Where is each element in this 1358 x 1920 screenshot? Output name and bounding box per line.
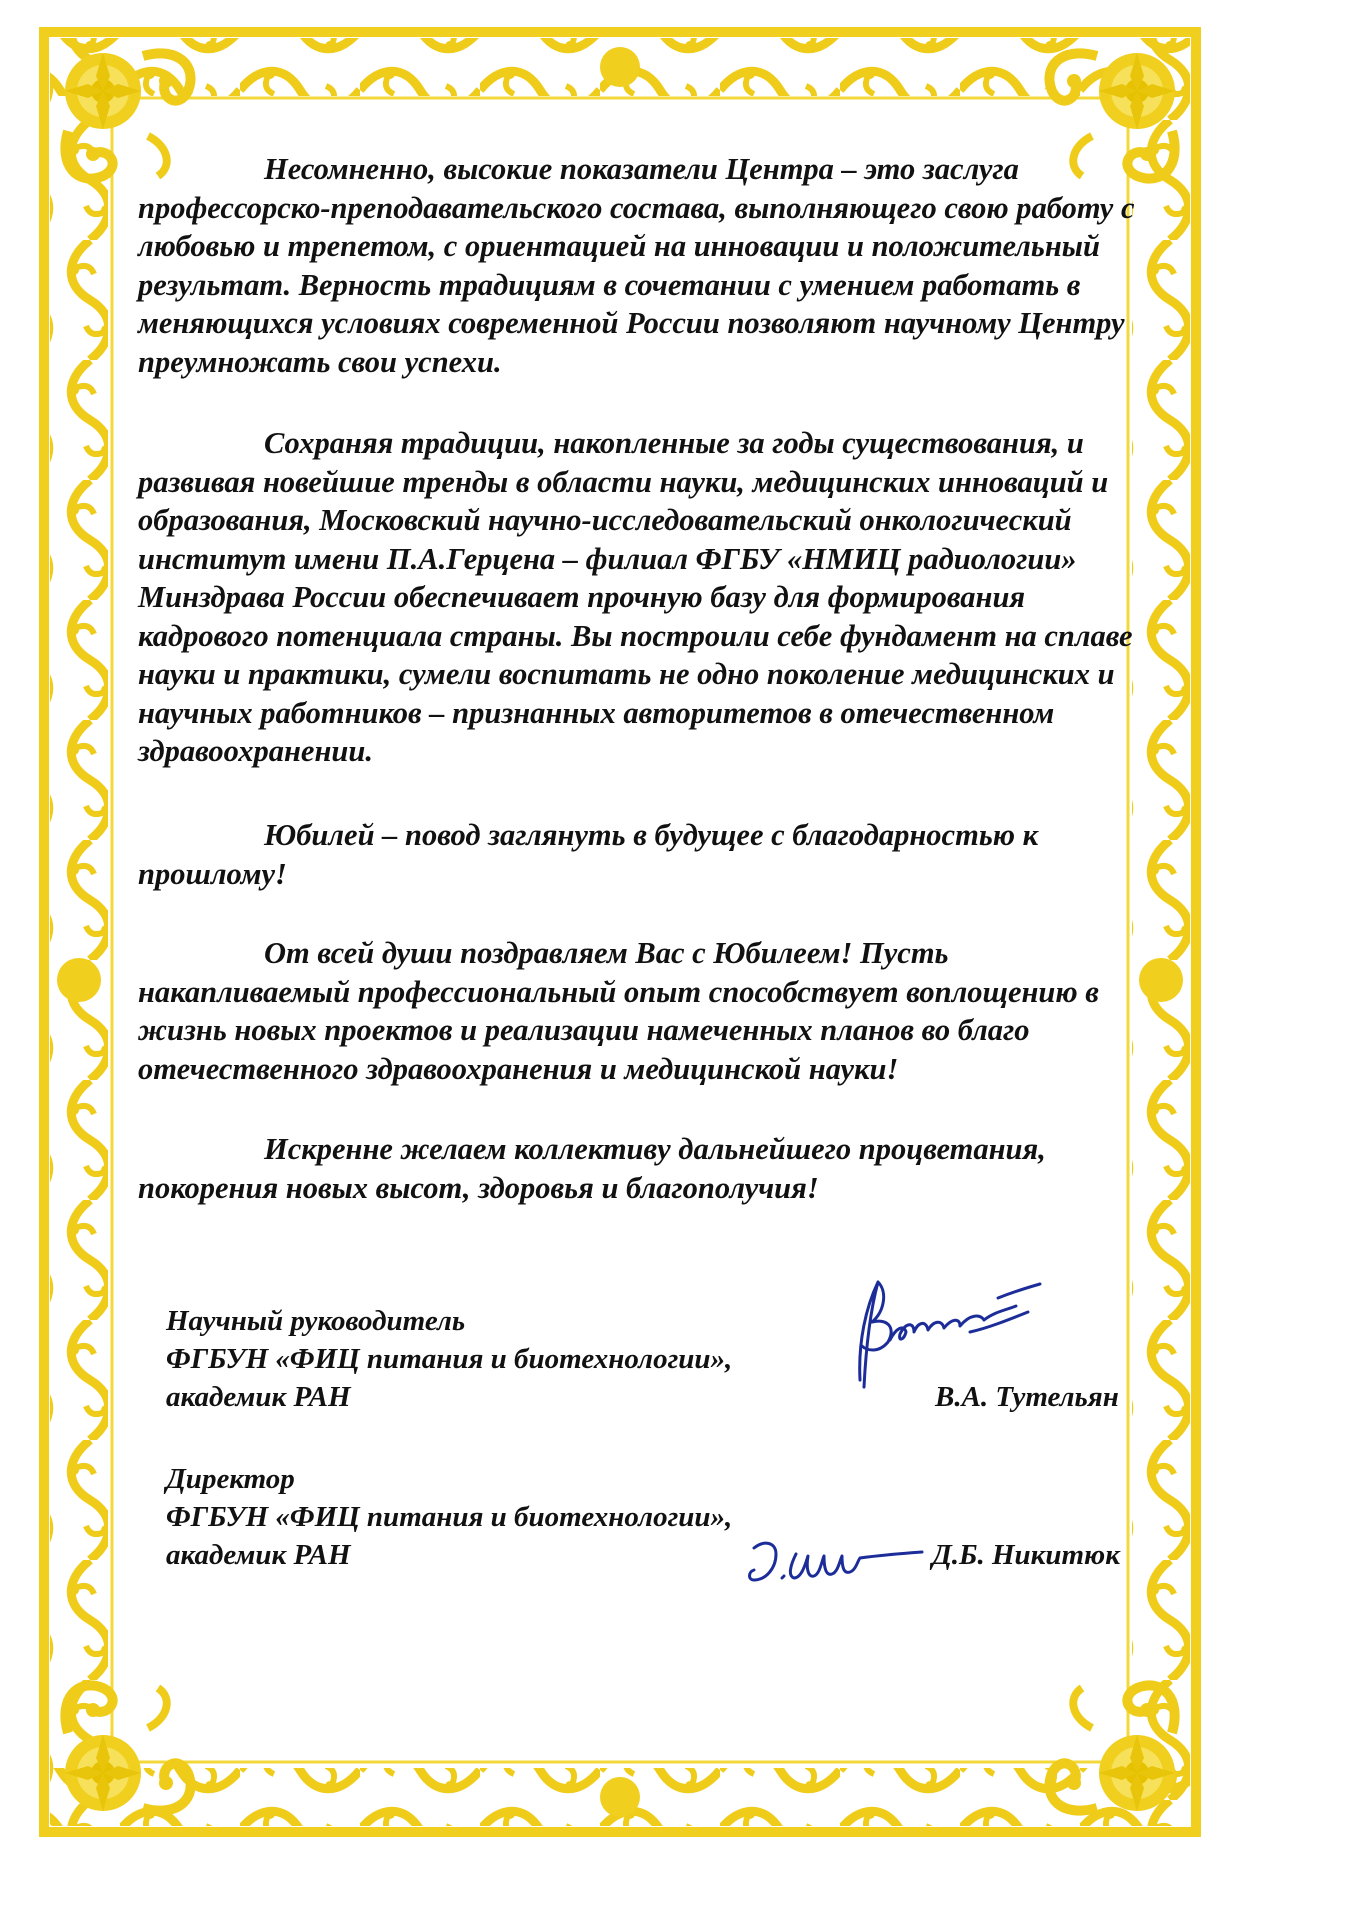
- signatory-2-title: Директор ФГБУН «ФИЦ питания и биотехнологии», академик РАН: [166, 1463, 733, 1571]
- signatory-1-title: Научный руководитель ФГБУН «ФИЦ питания и биотехнологии», академик РАН: [166, 1305, 733, 1413]
- signatory-1-name: В.А. Тутельян: [935, 1381, 1119, 1413]
- signatory-2-name: Д.Б. Никитюк: [932, 1539, 1120, 1571]
- paragraph-5: Искренне желаем коллективу дальнейшего процветания, покорения новых высот, здоровья и благополучия!: [138, 1132, 1046, 1205]
- paragraph-4: От всей души поздравляем Вас с Юбилеем! Пусть накапливаемый профессиональный опыт способствует воплощению в жизнь новых проектов и реализации намеченных планов во благо отечественного здравоохранения и медицинской науки!: [138, 936, 1099, 1086]
- paragraph-2: Сохраняя традиции, накопленные за годы существования, и развивая новейшие тренды в области науки, медицинских инноваций и образования, Московский научно-исследовательский онкологический институт имени П.А.Герцена – филиал ФГБУ «НМИЦ радиологии» Минздрава России обеспечивает прочную базу для формирования кадрового потенциала страны. Вы построили себе фундамент на сплаве науки и практики, сумели воспитать не одно поколение медицинских и научных работников – признанных авторитетов в отечественном здравоохранении.: [138, 426, 1133, 768]
- paragraph-3: Юбилей – повод заглянуть в будущее с благодарностью к прошлому!: [138, 818, 1039, 891]
- signature-nikityuk: [744, 1530, 944, 1590]
- paragraph-1: Несомненно, высокие показатели Центра – это заслуга профессорско-преподавательского состава, выполняющего свою работу с любовью и трепетом, с ориентацией на инновации и положительный результат. Верность традициям в сочетании с умением работать в меняющихся условиях современной России позволяют научному Центру преумножать свои успехи.: [138, 152, 1135, 379]
